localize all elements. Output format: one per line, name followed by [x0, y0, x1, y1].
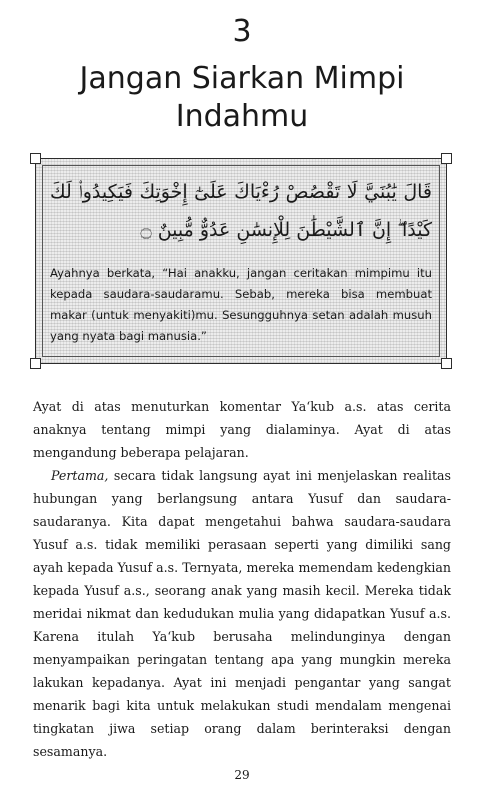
paragraph-2-lead: Pertama,: [51, 468, 109, 483]
chapter-title-line-2: Indahmu: [175, 99, 309, 134]
chapter-title: [0, 60, 484, 136]
body-text: [33, 395, 451, 763]
paragraph-2: [33, 464, 451, 763]
corner-ornament-bottom-left: [30, 358, 41, 369]
corner-ornament-top-right: [441, 153, 452, 164]
chapter-title-line-1: Jangan Siarkan Mimpi: [79, 61, 405, 96]
corner-ornament-bottom-right: [441, 358, 452, 369]
verse-box: [35, 158, 447, 364]
chapter-number: 3: [232, 14, 252, 49]
paragraph-1: Ayat di atas menuturkan komentar Ya‘kub a.s. atas cerita anaknya tentang mimpi yang dialaminya. Ayat di atas mengandung beberapa pelajaran.: [33, 399, 451, 460]
corner-ornament-top-left: [30, 153, 41, 164]
arabic-verse: قَالَ يَٰبُنَيَّ لَا تَقْصُصْ رُءْيَاكَ عَلَىٰٓ إِخْوَتِكَ فَيَكِيدُوا۟ لَكَ كَيْدًا ۖ إِنَّ ٱلشَّيْطَٰنَ لِلْإِنسَٰنِ عَدُوٌّ مُّبِينٌ ۝: [50, 181, 432, 241]
verse-translation: Ayahnya berkata, “Hai anakku, jangan ceritakan mimpimu itu kepada saudara-saudaramu. Sebab, mereka bisa membuat makar (untuk menyakiti)mu. Sesungguhnya setan adalah musuh yang nyata bagi manusia.”: [50, 266, 432, 343]
page-number: 29: [234, 768, 250, 782]
paragraph-2-text: secara tidak langsung ayat ini menjelaskan realitas hubungan yang berlangsung antara Yusuf dan saudara-saudaranya. Kita dapat mengetahui bahwa saudara-saudara Yusuf a.s. tidak memiliki perasaan seperti yang dimiliki sang ayah kepada Yusuf a.s. Ternyata, mereka memendam kedengkian kepada Yusuf a.s., seorang anak yang masih kecil. Mereka tidak meridai nikmat dan kedudukan mulia yang didapatkan Yusuf a.s. Karena itulah Ya‘kub berusaha melindunginya dengan menyampaikan peringatan tentang apa yang mungkin mereka lakukan kepadanya. Ayat ini menjadi pengantar yang sangat menarik bagi kita untuk melakukan studi mendalam mengenai tingkatan jiwa setiap orang dalam berinteraksi dengan sesamanya.: [33, 468, 451, 759]
